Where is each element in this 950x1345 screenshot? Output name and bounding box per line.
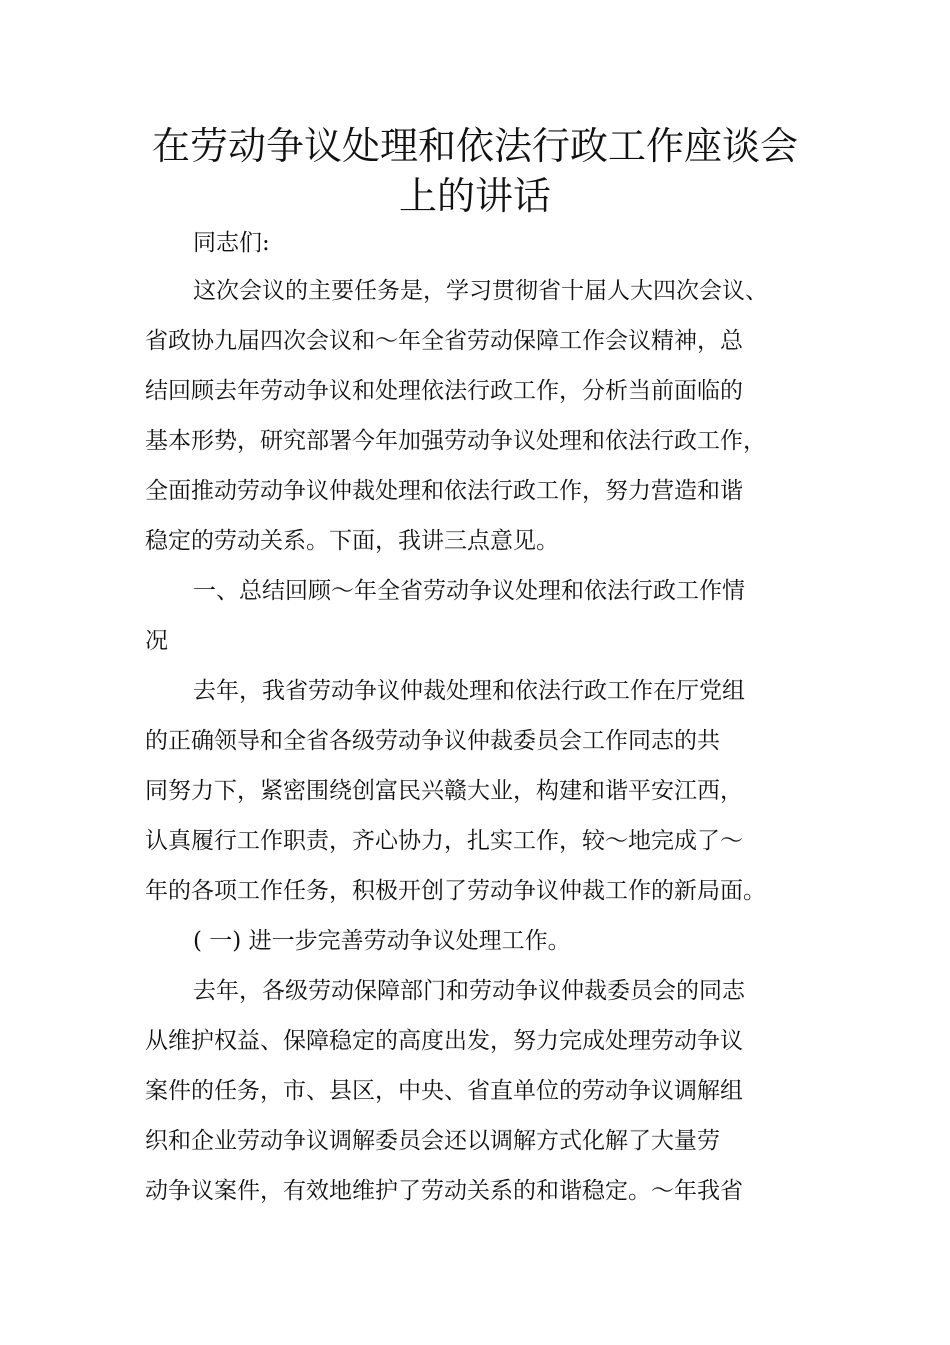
body-line: 这次会议的主要任务是，学习贯彻省十届人大四次会议、	[193, 278, 768, 304]
body-line: 的正确领导和全省各级劳动争议仲裁委员会工作同志的共	[145, 728, 720, 754]
body-line: 结回顾去年劳动争议和处理依法行政工作，分析当前面临的	[145, 378, 743, 404]
document-title-line-2: 上的讲话	[398, 174, 551, 218]
body-line: 案件的任务，市、县区，中央、省直单位的劳动争议调解组	[145, 1078, 743, 1104]
subsection-heading: ( 一) 进一步完善劳动争议处理工作。	[193, 928, 571, 954]
body-line: 稳定的劳动关系。下面，我讲三点意见。	[145, 528, 559, 554]
section-heading: 一、总结回顾～年全省劳动争议处理和依法行政工作情	[193, 578, 745, 604]
body-line: 基本形势，研究部署今年加强劳动争议处理和依法行政工作，	[145, 428, 766, 454]
body-line: 去年，我省劳动争议仲裁处理和依法行政工作在厅党组	[193, 678, 745, 704]
body-line: 全面推动劳动争议仲裁处理和依法行政工作，努力营造和谐	[145, 478, 743, 504]
section-heading-continued: 况	[145, 628, 168, 654]
body-line: 同努力下，紧密围绕创富民兴赣大业，构建和谐平安江西，	[145, 778, 743, 804]
body-line: 织和企业劳动争议调解委员会还以调解方式化解了大量劳	[145, 1128, 720, 1154]
document-title-line-1: 在劳动争议处理和依法行政工作座谈会	[151, 124, 798, 168]
body-line: 省政协九届四次会议和～年全省劳动保障工作会议精神，总	[145, 328, 743, 354]
body-line: 年的各项工作任务，积极开创了劳动争议仲裁工作的新局面。	[145, 878, 766, 904]
body-line: 去年，各级劳动保障部门和劳动争议仲裁委员会的同志	[193, 978, 745, 1004]
salutation: 同志们:	[193, 230, 270, 256]
body-line: 动争议案件，有效地维护了劳动关系的和谐稳定。～年我省	[145, 1178, 743, 1204]
body-line: 从维护权益、保障稳定的高度出发，努力完成处理劳动争议	[145, 1028, 743, 1054]
body-line: 认真履行工作职责，齐心协力，扎实工作，较～地完成了～	[145, 828, 743, 854]
